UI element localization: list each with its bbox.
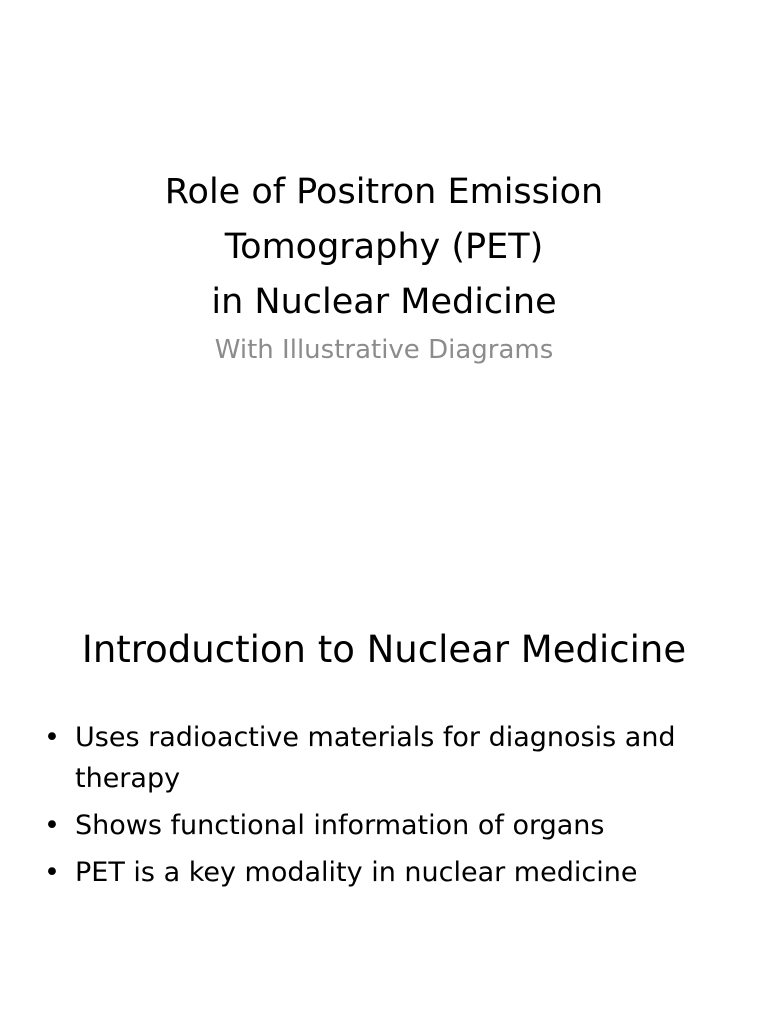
list-item <box>42 805 742 846</box>
bullet-text: Uses radioactive materials for diagnosis and therapy <box>75 722 676 794</box>
bullet-text: Shows functional information of organs <box>75 810 605 841</box>
bullet-icon: • <box>44 810 60 841</box>
slide-title-line-1: Role of Positron Emission <box>164 172 604 212</box>
list-item <box>42 852 742 893</box>
bullet-text: PET is a key modality in nuclear medicine <box>75 857 638 888</box>
section-heading: Introduction to Nuclear Medicine <box>81 628 687 671</box>
slide-title-line-2: Tomography (PET) <box>224 227 544 267</box>
bullet-icon: • <box>44 722 60 753</box>
intro-slide <box>0 512 768 1024</box>
slide-subtitle: With Illustrative Diagrams <box>214 335 554 365</box>
title-block <box>0 165 768 370</box>
bullet-icon: • <box>44 857 60 888</box>
bullet-list <box>42 717 742 899</box>
slide-title-line-3: in Nuclear Medicine <box>211 282 557 322</box>
list-item <box>42 717 742 799</box>
